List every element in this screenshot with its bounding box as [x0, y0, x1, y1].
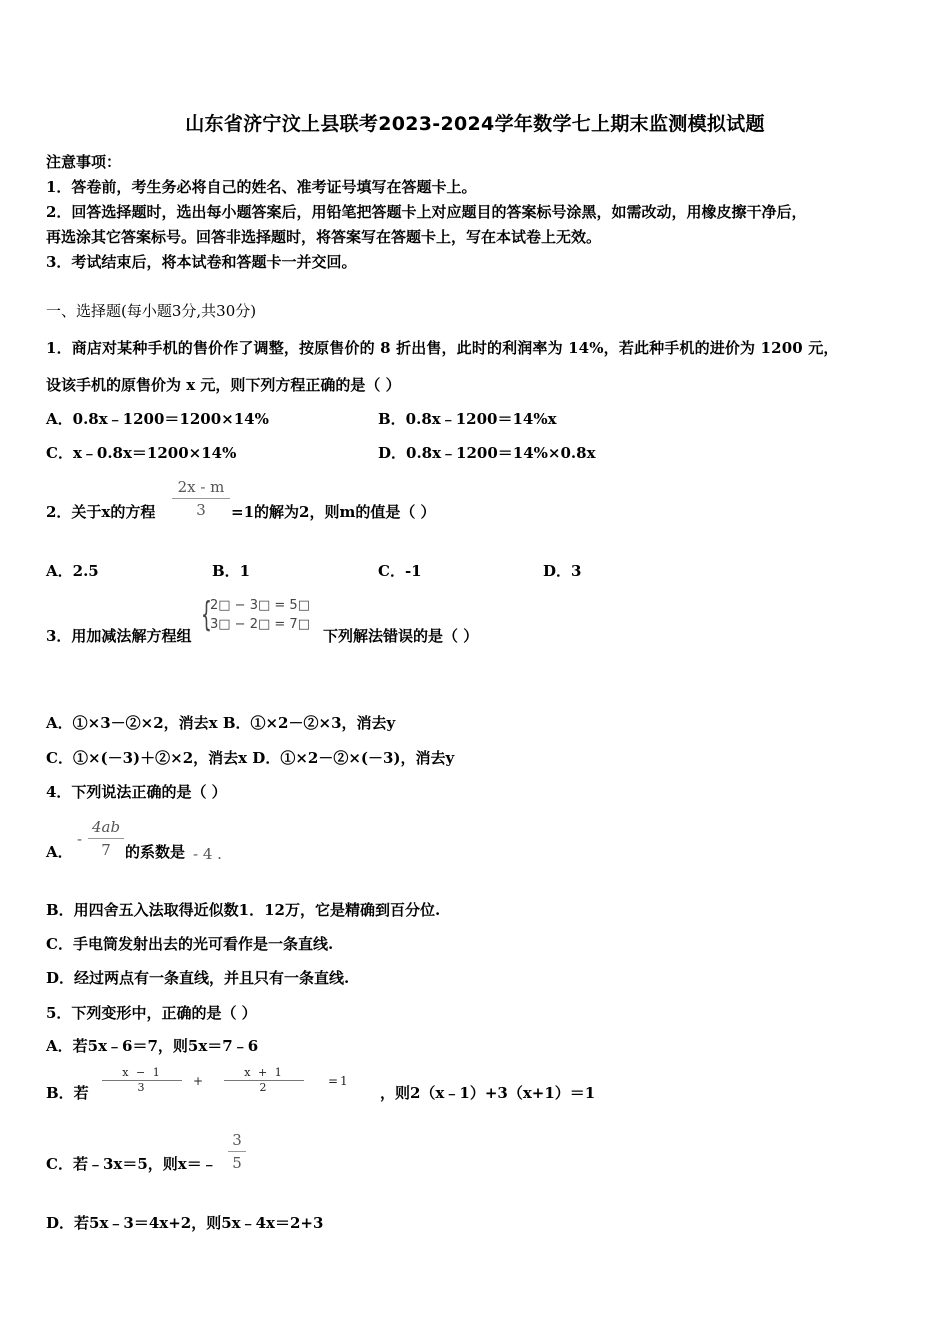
q2-option-d: D．3	[543, 562, 582, 580]
q5-option-d: D．若5x﹣3＝4x+2，则5x﹣4x＝2+3	[46, 1214, 324, 1232]
q4-option-a-minus: -	[77, 830, 83, 848]
q3-equation-1: 2□ − 3□ = 5□	[210, 598, 310, 613]
system-brace: {	[201, 595, 212, 635]
q1-line1: 1．商店对某种手机的售价作了调整，按原售价的 8 折出售，此时的利润率为 14%，若此种手机的进价为 1200 元，	[46, 339, 839, 357]
q5-b-fraction-2-numerator: x + 1	[244, 1066, 284, 1079]
q4-option-a-fraction	[88, 817, 124, 860]
q2-fraction-numerator: 2x - m	[177, 478, 225, 496]
q4-option-b: B．用四舍五入法取得近似数1．12万，它是精确到百分位.	[46, 901, 441, 919]
q3-options-cd: C．①×(－3)＋②×2，消去x D．①×2－②×(－3)，消去y	[46, 749, 455, 767]
notice-item-2: 2．回答选择题时，选出每小题答案后，用铅笔把答题卡上对应题目的答案标号涂黑，如需改动，用橡皮擦干净后，	[46, 203, 807, 221]
q5-c-fraction-numerator: 3	[232, 1131, 242, 1149]
notice-heading: 注意事项：	[46, 153, 122, 171]
notice-item-3: 3．考试结束后，将本试卷和答题卡一并交回。	[46, 253, 357, 271]
q3-suffix: 下列解法错误的是（ ）	[323, 627, 479, 645]
q2-option-a: A．2.5	[46, 562, 99, 580]
section-heading: 一、选择题(每小题3分,共30分)	[46, 302, 257, 320]
q5-b-fraction-1	[102, 1066, 182, 1093]
q3-prefix: 3．用加减法解方程组	[46, 627, 192, 645]
q1-option-c: C．x﹣0.8x＝1200×14%	[46, 444, 237, 462]
q4-option-a-text: 的系数是	[125, 843, 186, 861]
q4-fraction-numerator: 4ab	[91, 818, 121, 836]
q1-option-a: A．0.8x﹣1200＝1200×14%	[46, 410, 269, 428]
q4-stem: 4．下列说法正确的是（ ）	[46, 783, 227, 801]
q5-c-fraction-bar	[228, 1151, 246, 1152]
notice-item-1: 1．答卷前，考生务必将自己的姓名、准考证号填写在答题卡上。	[46, 178, 477, 196]
q1-option-d: D．0.8x﹣1200＝14%×0.8x	[378, 444, 596, 462]
q2-fraction	[172, 477, 230, 520]
q3-equation-2: 3□ − 2□ = 7□	[210, 617, 310, 632]
q2-fraction-denominator: 3	[196, 501, 206, 519]
q2-option-c: C．-1	[378, 562, 422, 580]
q3-options-ab: A．①×3－②×2，消去x B．①×2－②×3，消去y	[46, 714, 396, 732]
q5-c-fraction	[228, 1130, 246, 1173]
q2-fraction-bar	[172, 498, 230, 499]
q4-fraction-bar	[88, 838, 124, 839]
q4-option-c: C．手电筒发射出去的光可看作是一条直线.	[46, 935, 334, 953]
q5-option-b-label: B．若	[46, 1084, 89, 1102]
q4-option-a-value: - 4 .	[193, 845, 222, 863]
q5-b-fraction-2-denominator: 2	[259, 1081, 269, 1094]
q5-b-fraction-2	[224, 1066, 304, 1093]
q2-option-b: B．1	[212, 562, 251, 580]
q5-b-equals: =1	[328, 1074, 350, 1088]
q4-option-d: D．经过两点有一条直线，并且只有一条直线.	[46, 969, 350, 987]
q5-b-plus: +	[193, 1074, 206, 1088]
notice-item-2-cont: 再选涂其它答案标号。回答非选择题时，将答案写在答题卡上，写在本试卷上无效。	[46, 228, 602, 246]
q5-b-fraction-1-numerator: x − 1	[122, 1066, 162, 1079]
page-title: 山东省济宁汶上县联考2023-2024学年数学七上期末监测模拟试题	[185, 113, 765, 135]
q5-option-a: A．若5x﹣6＝7，则5x＝7﹣6	[46, 1037, 259, 1055]
q5-stem: 5．下列变形中，正确的是（ ）	[46, 1004, 257, 1022]
q4-fraction-denominator: 7	[101, 841, 111, 859]
q2-prefix: 2．关于x的方程	[46, 503, 156, 521]
q5-b-fraction-1-denominator: 3	[137, 1081, 147, 1094]
q1-option-b: B．0.8x﹣1200＝14%x	[378, 410, 557, 428]
q5-c-fraction-denominator: 5	[232, 1154, 242, 1172]
q1-line2: 设该手机的原售价为 x 元，则下列方程正确的是（ ）	[46, 376, 401, 394]
q2-suffix: =1的解为2，则m的值是（ ）	[231, 503, 436, 521]
q4-option-a-label: A．	[46, 843, 73, 861]
q5-option-c-label: C．若﹣3x＝5，则x＝﹣	[46, 1155, 217, 1173]
q5-option-b-text: ，则2（x﹣1）+3（x+1）＝1	[380, 1084, 596, 1102]
